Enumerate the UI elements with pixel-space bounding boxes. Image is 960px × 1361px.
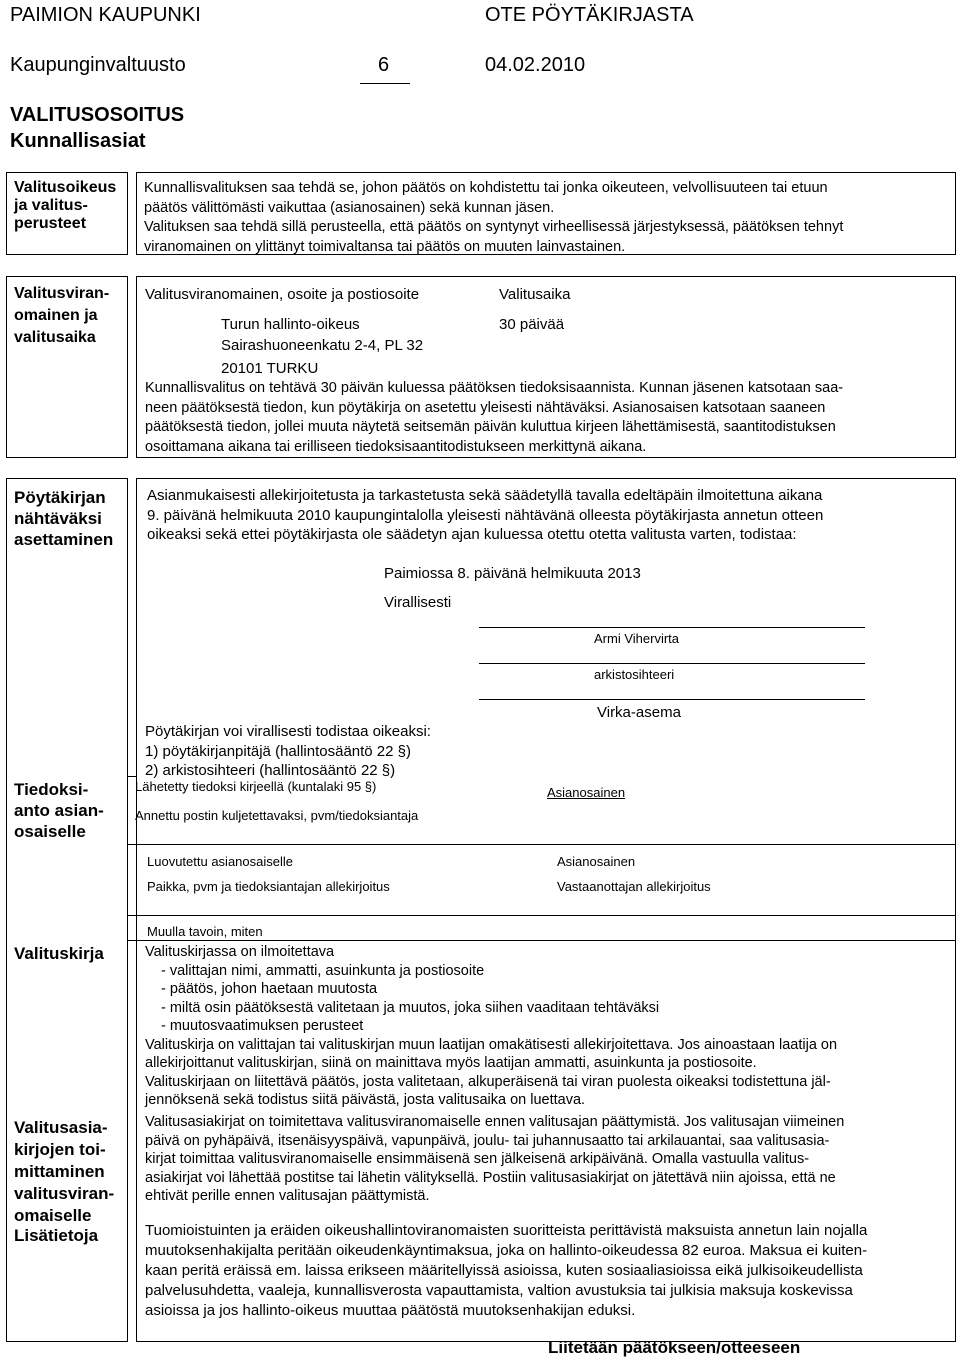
appeal-period: 30 päivää	[499, 316, 565, 333]
appeal-right-text: Kunnallisvalituksen saa tehdä se, johon päätös on kohdistettu tai jonka oikeuteen, velvollisuuteen tai etuun päätös välittömästi vaikuttaa (asianosainen) sekä kunnan jäsen. Valituksen saa tehdä sillä perusteella, että päätös on syntynyt virheellisessä järjestyksessä, päätöksen tehnyt viranomainen on ylittänyt toimivaltansa tai päätös on muuten lainvastainen.	[144, 180, 844, 255]
party-label-1: Asianosainen	[547, 785, 626, 800]
section-divider-3	[127, 940, 955, 941]
mailed-label: Lähetetty tiedoksi kirjeellä (kuntalaki 95 §)	[135, 779, 377, 794]
minutes-display-text: Asianmukaisesti allekirjoitetusta ja tarkastetusta sekä säädetyllä tavalla edeltäpäin ilmoitettuna aikana 9. päivänä helmikuuta 2010 kaupungintalolla yleisesti nähtävänä olleesta pöytäkirjasta annetun otteen oikeaksi sekä ettei pöytäkirjasta ole säädetyn ajan kuluessa otettu otetta valitusta varten, todistaa:	[147, 487, 824, 543]
delivery-text: Valitusasiakirjat on toimitettava valitusviranomaiselle ennen valitusajan päättymistä. Jos valitusajan viimeinen päivä on pyhäpäivä, itsenäisyyspäivä, vapunpäivä, joulu- tai juhannusaatto tai arkilauantai, saa valitusasia- kirjat toimittaa valitusviranomaiselle ensimmäisenä sen jälkeisenä arkipäivänä. Omalla vastuulla valitus- asiakirjat voi lähettää postitse tai lähetin välityksellä. Postiin valitusasiakirjat on jätettävä niin ajoissa, että ne ehtivät perille ennen valitusajan päättymistä.	[145, 1114, 845, 1204]
posted-label: Annettu postin kuljetettavaksi, pvm/tiedoksiantaja	[135, 808, 419, 823]
org-name: PAIMION KAUPUNKI	[10, 4, 201, 26]
certify-text: Pöytäkirjan voi virallisesti todistaa oikeaksi: 1) pöytäkirjanpitäjä (hallintosääntö 22 §) 2) arkistosihteeri (hallintosääntö 22 §)	[145, 723, 431, 779]
page-title: VALITUSOSOITUS	[10, 104, 185, 126]
section-divider-1	[127, 844, 955, 845]
signer-title: arkistosihteeri	[594, 667, 675, 682]
doc-type: OTE PÖYTÄKIRJASTA	[485, 4, 694, 26]
stamp-label: Virka-asema	[597, 704, 681, 721]
label-box-authority	[6, 276, 128, 458]
appeal-period-text: Kunnallisvalitus on tehtävä 30 päivän kuluessa päätöksen tiedoksisaannista. Kunnan jäsenen katsotaan saa- neen päätöksestä tiedon, kun pöytäkirja on asetettu yleisesti nähtäväksi. Asianosaisen katsotaan saaneen päätöksestä tiedon, jollei muuta näytetä seitsemän päivän kuluttua kirjeen lähettämisestä, saantitodistuksen osoittamana aikana tai erilliseen tiedoksisaantitodistukseen merkittynä aikana.	[145, 380, 844, 455]
label-minutes-display: Pöytäkirjan nähtäväksi asettaminen	[14, 488, 114, 549]
content-column-lower	[136, 478, 956, 1342]
delivered-label: Luovutettu asianosaiselle	[147, 854, 293, 869]
signature-line-1	[479, 627, 865, 628]
authority-name: Turun hallinto-oikeus	[221, 316, 360, 333]
section-divider-2	[127, 915, 955, 916]
label-appeal-right: Valitusoikeus ja valitus- perusteet	[14, 179, 117, 232]
label-column-lower	[6, 478, 128, 1342]
period-col-header: Valitusaika	[499, 286, 571, 303]
body-name: Kaupunginvaltuusto	[10, 54, 186, 76]
page-subtitle: Kunnallisasiat	[10, 130, 146, 152]
authority-col-header: Valitusviranomainen, osoite ja postiosoite	[145, 286, 420, 303]
other-method-label: Muulla tavoin, miten	[147, 924, 263, 939]
signature-line-2	[479, 663, 865, 664]
label-more-info: Lisätietoja	[14, 1226, 99, 1245]
party-label-2: Asianosainen	[557, 854, 636, 869]
page-number: 6	[378, 54, 390, 76]
place-and-date: Paimiossa 8. päivänä helmikuuta 2013	[384, 565, 641, 582]
place-sign-label: Paikka, pvm ja tiedoksiantajan allekirjoitus	[147, 879, 390, 894]
appeal-letter-text: Valituskirjassa on ilmoitettava - valittajan nimi, ammatti, asuinkunta ja postiosoite - päätös, johon haetaan muutosta - miltä osin päätöksestä valitetaan ja muutos, joka siihen vaaditaan tehtäväksi - muutosvaatimuksen perusteet Valituskirja on valittajan tai valituskirjan muun laatijan omakätisesti allekirjoitettava. Jos ainoastaan laatija on allekirjoittanut valituskirjan, siinä on mainittava myös laatijan ammatti, asuinkunta ja postiosoite. Valituskirjaan on liitettävä päätös, josta valitetaan, alkuperäisenä tai viran puolesta oikeaksi todistettuna jäl- jennöksenä sekä todistus siitä päivästä, josta valitusaika on luettava.	[145, 944, 838, 1108]
divider-stub	[127, 776, 137, 777]
meeting-date: 04.02.2010	[485, 54, 586, 76]
authority-postcode: 20101 TURKU	[221, 360, 319, 377]
content-box-authority	[136, 276, 956, 458]
authority-address: Sairashuoneenkatu 2-4, PL 32	[221, 337, 424, 354]
more-info-text: Tuomioistuinten ja eräiden oikeushallintoviranomaisten suoritteista perittävistä maksuista annetun lain nojalla muutoksenhakijalta peritään oikeudenkäyntimaksua, joka on hallinto-oikeudessa 82 euroa. Maksua ei kuiten- kaan peritä eräissä em. laissa erikseen määritellyissä asioissa, kuten sosiaaliasioissa eikä julkisoikeudellista palvelusuhdetta, vaaleja, kunnallisverosta vapauttamista, valtion avustuksia tai julkisia maksuja koskevissa asioissa ja jos hallinto-oikeus muuttaa päätöstä muutoksenhakijan eduksi.	[145, 1222, 868, 1319]
page-underline	[360, 83, 410, 84]
official-label: Virallisesti	[384, 594, 452, 611]
label-appeal-letter: Valituskirja	[14, 944, 104, 963]
recipient-sign-label: Vastaanottajan allekirjoitus	[557, 879, 711, 894]
signer-name: Armi Vihervirta	[594, 631, 680, 646]
label-delivery: Valitusasia- kirjojen toi- mittaminen valitusviran- omaiselle	[14, 1118, 115, 1225]
content-box-appeal-right	[136, 172, 956, 255]
label-box-appeal-right	[6, 172, 128, 255]
signature-line-3	[479, 699, 865, 700]
label-authority: Valitusviran- omainen ja valitusaika	[14, 285, 110, 346]
attach-footer: Liitetään päätökseen/otteeseen	[548, 1338, 801, 1357]
label-notification: Tiedoksi- anto asian- osaiselle	[14, 780, 104, 841]
